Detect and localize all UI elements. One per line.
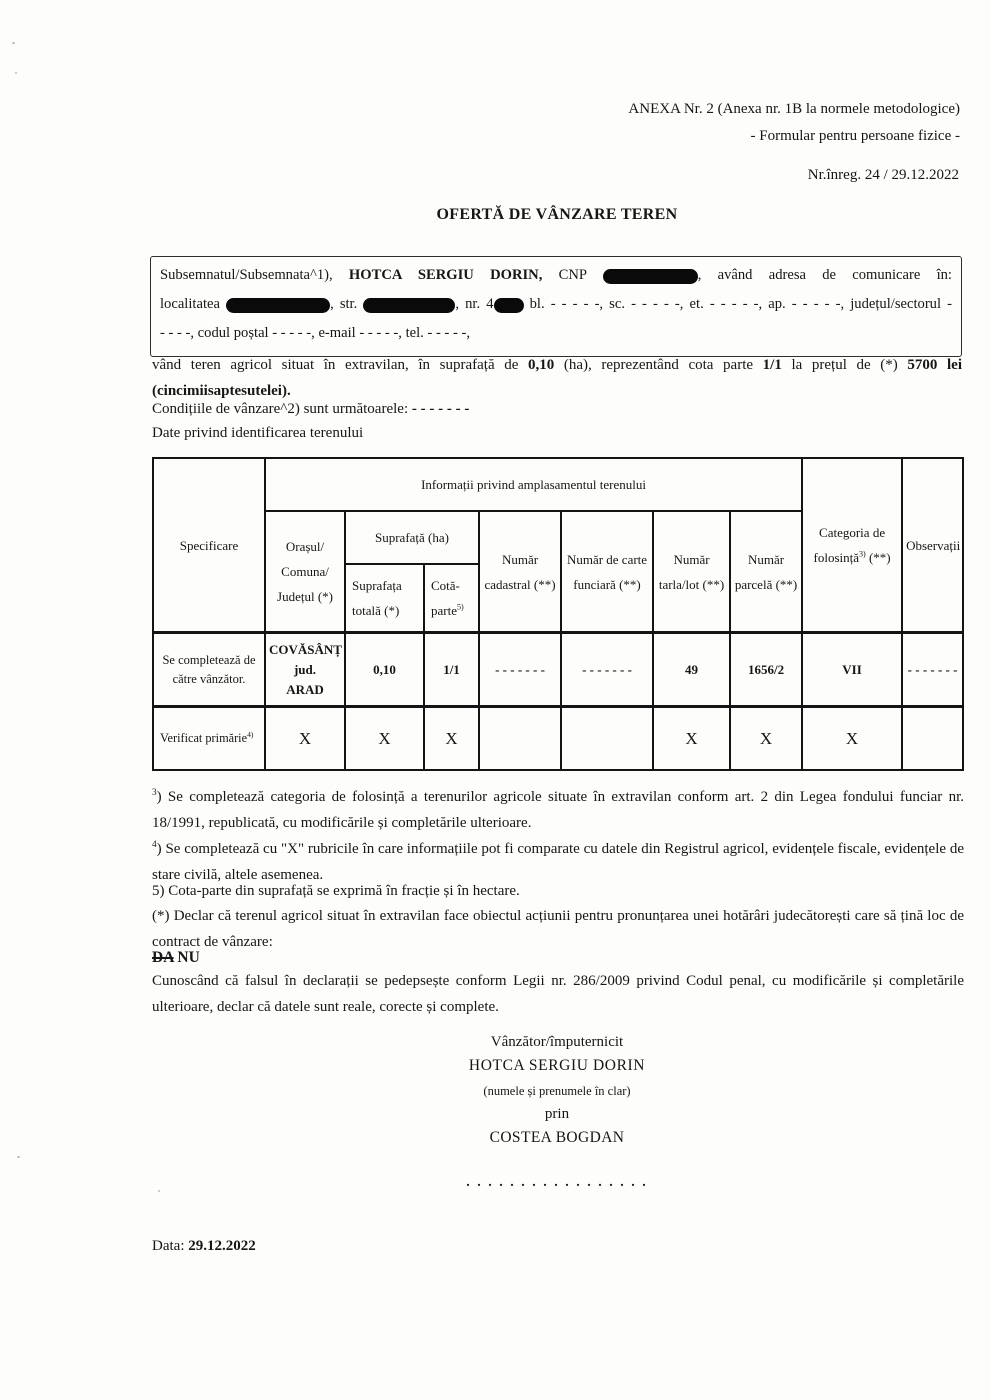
cell-observatii-value: - - - - - - -	[902, 633, 963, 707]
check-tarla: X	[653, 707, 730, 771]
signature-role: Vânzător/împuternicit	[490, 1034, 624, 1050]
footnote-4: $^4$) Se completează cu "X" rubricile în care informațiile pot fi comparate cu datele din Registrul agricol, evidențele fiscale, evidențele de stare civilă, altele asemenea.	[152, 840, 964, 883]
check-observatii	[902, 707, 963, 771]
footnote-5: 5) Cota-parte din suprafață se exprimă în fracție și în hectare.	[152, 883, 520, 899]
cell-parcela-value: 1656/2	[730, 633, 802, 707]
scan-speck	[12, 42, 15, 44]
cell-oras-value: COVĂSÂNȚ jud. ARAD	[265, 633, 345, 707]
header-suprafata-group: Suprafață (ha)	[345, 511, 479, 564]
header-numar-parcela: Număr parcelă (**)	[730, 511, 802, 633]
header-numar-cadastral: Număr cadastral (**)	[479, 511, 561, 633]
check-parcela: X	[730, 707, 802, 771]
header-numar-tarla: Număr tarla/lot (**)	[653, 511, 730, 633]
header-info-group: Informații privind amplasamentul terenului	[265, 458, 802, 511]
signature-dotted-line: . . . . . . . . . . . . . . . . .	[466, 1175, 648, 1190]
da-nu-line: DA NU	[152, 949, 200, 966]
signature-block	[152, 1031, 962, 1149]
header-suprafata-totala: Suprafața totală (*)	[345, 564, 424, 633]
date-label: Data:	[152, 1238, 189, 1254]
intro-line-2: localitatea , str. , nr. 4 bl. - - - - -, sc. - - - - -, et. - - - - -, ap. - - - - -, județul/sectorul -	[160, 296, 952, 312]
cell-carte-value: - - - - - - -	[561, 633, 653, 707]
check-cota: X	[424, 707, 479, 771]
conditions-line: Condițiile de vânzare^2) sunt următoarele: - - - - - - -	[152, 401, 470, 417]
name-hint: (numele și prenumele în clar)	[483, 1084, 631, 1098]
header-specificare: Specificare	[153, 458, 265, 633]
intro-line-3: - - - -, codul poștal - - - - -, e-mail - - - - -, tel. - - - - -,	[160, 325, 470, 341]
header-categoria: Categoria de folosință$^{3)}$ (**)	[802, 458, 902, 633]
header-numar-carte-funciara: Număr de carte funciară (**)	[561, 511, 653, 633]
land-identification-table	[152, 457, 964, 771]
cell-cota-value: 1/1	[424, 633, 479, 707]
check-cadastral	[479, 707, 561, 771]
date-value: 29.12.2022	[188, 1238, 256, 1254]
annex-line-2: - Formular pentru persoane fizice -	[750, 128, 960, 144]
identification-heading: Date privind identificarea terenului	[152, 425, 364, 441]
row-primarie-label: Verificat primărie$^{4)}$	[153, 707, 265, 771]
page-title: OFERTĂ DE VÂNZARE TEREN	[436, 206, 678, 223]
date-line	[152, 1238, 256, 1255]
redaction-bar	[363, 298, 455, 313]
prin-label: prin	[544, 1106, 570, 1122]
table-row-primarie	[153, 707, 963, 771]
scan-speck	[158, 1190, 160, 1192]
cell-tarla-value: 49	[653, 633, 730, 707]
header-oras-comuna-judet: Orașul/ Comuna/ Județul (*)	[265, 511, 345, 633]
check-categoria: X	[802, 707, 902, 771]
scan-speck	[17, 1156, 20, 1158]
header-observatii: Observații	[902, 458, 963, 633]
proxy-name: COSTEA BOGDAN	[489, 1129, 625, 1146]
check-carte	[561, 707, 653, 771]
row-seller-label: Se completează de către vânzător.	[153, 633, 265, 707]
redaction-bar	[603, 269, 698, 284]
registration-number: Nr.înreg. 24 / 29.12.2022	[807, 167, 959, 183]
redaction-bar	[494, 298, 524, 313]
redaction-bar	[226, 298, 330, 313]
cell-suprafata-value: 0,10	[345, 633, 424, 707]
cell-categoria-value: VII	[802, 633, 902, 707]
annex-line-1: ANEXA Nr. 2 (Anexa nr. 1B la normele metodologice)	[628, 101, 960, 117]
oath-paragraph: Cunoscând că falsul în declarații se pedepsește conform Legii nr. 286/2009 privind Codul penal, cu modificările și completările ulterioare, declar că datele sunt reale, corecte și complete.	[152, 973, 964, 1015]
footnote-3: $^3$) Se completează categoria de folosință a terenurilor agricole situate în extravilan conform art. 2 din Legea fondului funciar nr. 18/1991, republicată, cu modificările și completările ulterioare.	[152, 788, 964, 831]
header-cota-parte: Cotă- parte$^{5)}$	[424, 564, 479, 633]
intro-line-1: Subsemnatul/Subsemnata^1), HOTCA SERGIU DORIN, CNP , având adresa de comunicare în:	[160, 267, 952, 283]
annex-note	[628, 96, 960, 150]
sale-line-1: vând teren agricol situat în extravilan, în suprafață de 0,10 (ha), reprezentând cota parte 1/1 la prețul de (*) 5700 lei	[152, 357, 962, 373]
intro-paragraph-box	[150, 256, 962, 357]
cell-cadastral-value: - - - - - - -	[479, 633, 561, 707]
check-suprafata: X	[345, 707, 424, 771]
seller-name: HOTCA SERGIU DORIN	[468, 1057, 646, 1074]
declaration-paragraph: (*) Declar că terenul agricol situat în extravilan face obiectul acțiunii pentru pronunțarea unei hotărâri judecătorești care să țină loc de contract de vânzare:	[152, 908, 964, 950]
sale-line-2: (cincimiisaptesutelei).	[152, 383, 291, 399]
table-row-seller	[153, 633, 963, 707]
check-oras: X	[265, 707, 345, 771]
scan-speck	[15, 72, 17, 74]
